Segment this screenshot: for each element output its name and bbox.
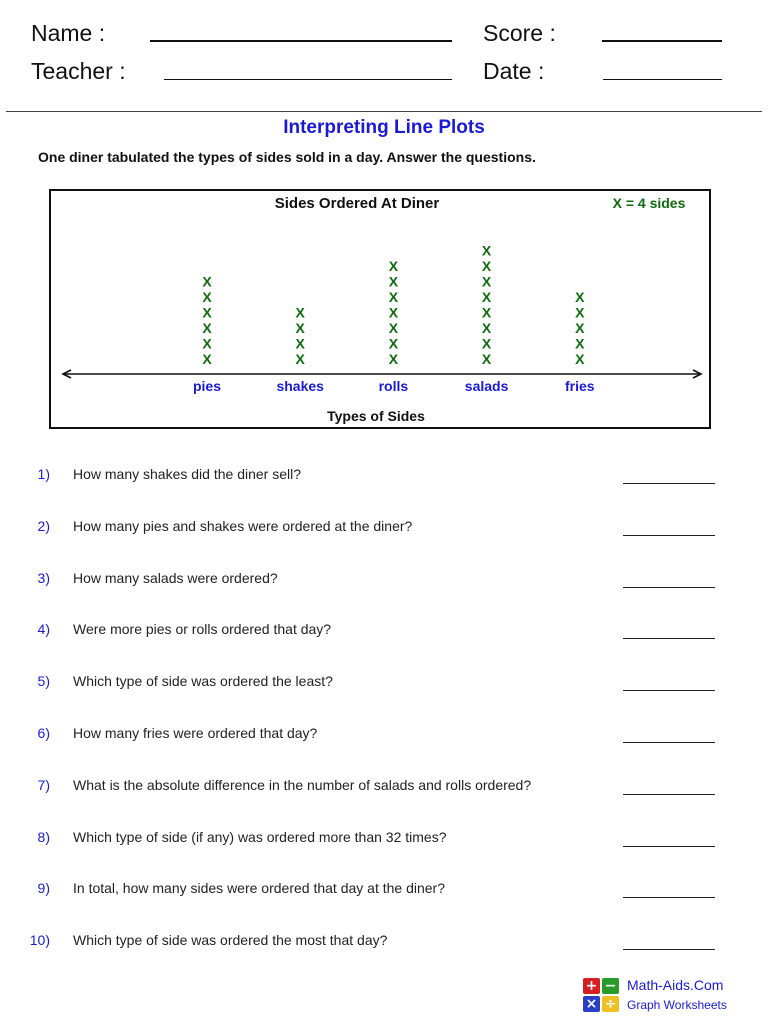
line-plot-chart: [49, 189, 711, 429]
category-label-shakes: shakes: [276, 378, 324, 394]
category-label-salads: salads: [464, 378, 509, 394]
plot-mark-pies: X: [202, 273, 212, 290]
answer-blank[interactable]: [623, 949, 715, 950]
number-line: [63, 370, 701, 378]
line-plot-svg: [51, 191, 709, 427]
operations-logo-icon: [583, 978, 621, 1014]
x-axis-label: Types of Sides: [327, 408, 425, 424]
question-number: 8): [37, 829, 50, 845]
answer-blank[interactable]: [623, 846, 715, 847]
question-text: What is the absolute difference in the number of salads and rolls ordered?: [73, 777, 532, 793]
plot-mark-salads: X: [481, 289, 492, 305]
question-text: Which type of side was ordered the least?: [73, 673, 333, 689]
plot-mark-pies: X: [202, 289, 212, 305]
plot-mark-pies: X: [202, 335, 212, 352]
math-aids-logo: [583, 976, 743, 1016]
logo-subtitle: Graph Worksheets: [627, 998, 727, 1012]
plot-mark-salads: X: [481, 242, 492, 259]
times-icon: ×: [583, 996, 600, 1012]
chart-key: X = 4 sides: [612, 195, 686, 211]
answer-blank[interactable]: [623, 638, 715, 639]
answer-blank[interactable]: [623, 483, 715, 484]
plot-mark-shakes: X: [295, 351, 305, 367]
question-text: How many shakes did the diner sell?: [73, 466, 302, 482]
plot-mark-rolls: X: [388, 304, 399, 321]
question-number: 3): [37, 570, 50, 586]
logo-name: Math-Aids.Com: [627, 977, 724, 993]
header-divider: [6, 111, 762, 112]
category-label-pies: pies: [192, 378, 222, 394]
plot-mark-rolls: X: [388, 335, 399, 352]
plot-mark-pies: X: [202, 320, 212, 336]
question-number: 2): [37, 518, 50, 534]
question-text: How many pies and shakes were ordered at the diner?: [73, 518, 413, 534]
plus-icon: +: [583, 978, 600, 994]
answer-blank[interactable]: [623, 897, 715, 898]
plot-mark-rolls: X: [388, 273, 399, 290]
plot-mark-shakes: X: [295, 320, 305, 336]
plot-mark-salads: X: [481, 304, 492, 321]
plot-mark-fries: X: [575, 289, 585, 305]
category-label-rolls: rolls: [378, 378, 409, 394]
plot-mark-pies: X: [202, 351, 212, 367]
category-labels: [193, 378, 595, 394]
plot-mark-salads: X: [481, 258, 492, 274]
question-number: 4): [37, 621, 50, 637]
question-text: Which type of side (if any) was ordered more than 32 times?: [73, 829, 447, 845]
plot-mark-rolls: X: [388, 258, 399, 274]
page-title: Interpreting Line Plots: [283, 117, 485, 138]
score-label: Score :: [483, 20, 556, 46]
category-label-fries: fries: [565, 378, 595, 394]
plot-mark-salads: X: [481, 335, 492, 352]
question-number: 7): [37, 777, 50, 793]
name-label: Name :: [31, 20, 106, 46]
question-text: In total, how many sides were ordered that day at the diner?: [73, 880, 445, 896]
plot-mark-pies: X: [202, 304, 212, 321]
plot-mark-salads: X: [481, 351, 492, 367]
teacher-field[interactable]: [164, 79, 452, 80]
date-field[interactable]: [603, 79, 722, 80]
name-field[interactable]: [150, 40, 452, 42]
plot-mark-shakes: X: [295, 335, 305, 352]
plot-mark-shakes: X: [295, 304, 305, 321]
question-text: Which type of side was ordered the most that day?: [73, 932, 388, 948]
divide-icon: ÷: [602, 996, 619, 1012]
score-field[interactable]: [602, 40, 722, 42]
question-text: How many salads were ordered?: [73, 570, 278, 586]
question-number: 10): [29, 932, 50, 948]
question-number: 9): [37, 880, 50, 896]
answer-blank[interactable]: [623, 742, 715, 743]
question-text: How many fries were ordered that day?: [73, 725, 318, 741]
minus-icon: −: [602, 978, 619, 994]
question-number: 5): [37, 673, 50, 689]
plot-mark-salads: X: [481, 273, 492, 290]
plot-mark-salads: X: [481, 320, 492, 336]
plot-mark-fries: X: [575, 304, 585, 321]
plot-mark-fries: X: [575, 351, 585, 367]
answer-blank[interactable]: [623, 794, 715, 795]
date-label: Date :: [483, 58, 545, 84]
chart-title: Sides Ordered At Diner: [274, 195, 440, 212]
plot-mark-rolls: X: [388, 351, 399, 367]
plot-mark-fries: X: [575, 335, 585, 352]
answer-blank[interactable]: [623, 690, 715, 691]
instructions: One diner tabulated the types of sides sold in a day. Answer the questions.: [38, 149, 536, 165]
teacher-label: Teacher :: [31, 58, 126, 84]
question-number: 6): [37, 725, 50, 741]
plot-mark-rolls: X: [388, 289, 399, 305]
plot-marks: [202, 243, 585, 368]
plot-mark-rolls: X: [388, 320, 399, 336]
answer-blank[interactable]: [623, 535, 715, 536]
question-text: Were more pies or rolls ordered that day?: [73, 621, 332, 637]
plot-mark-fries: X: [575, 320, 585, 336]
answer-blank[interactable]: [623, 587, 715, 588]
question-number: 1): [37, 466, 50, 482]
